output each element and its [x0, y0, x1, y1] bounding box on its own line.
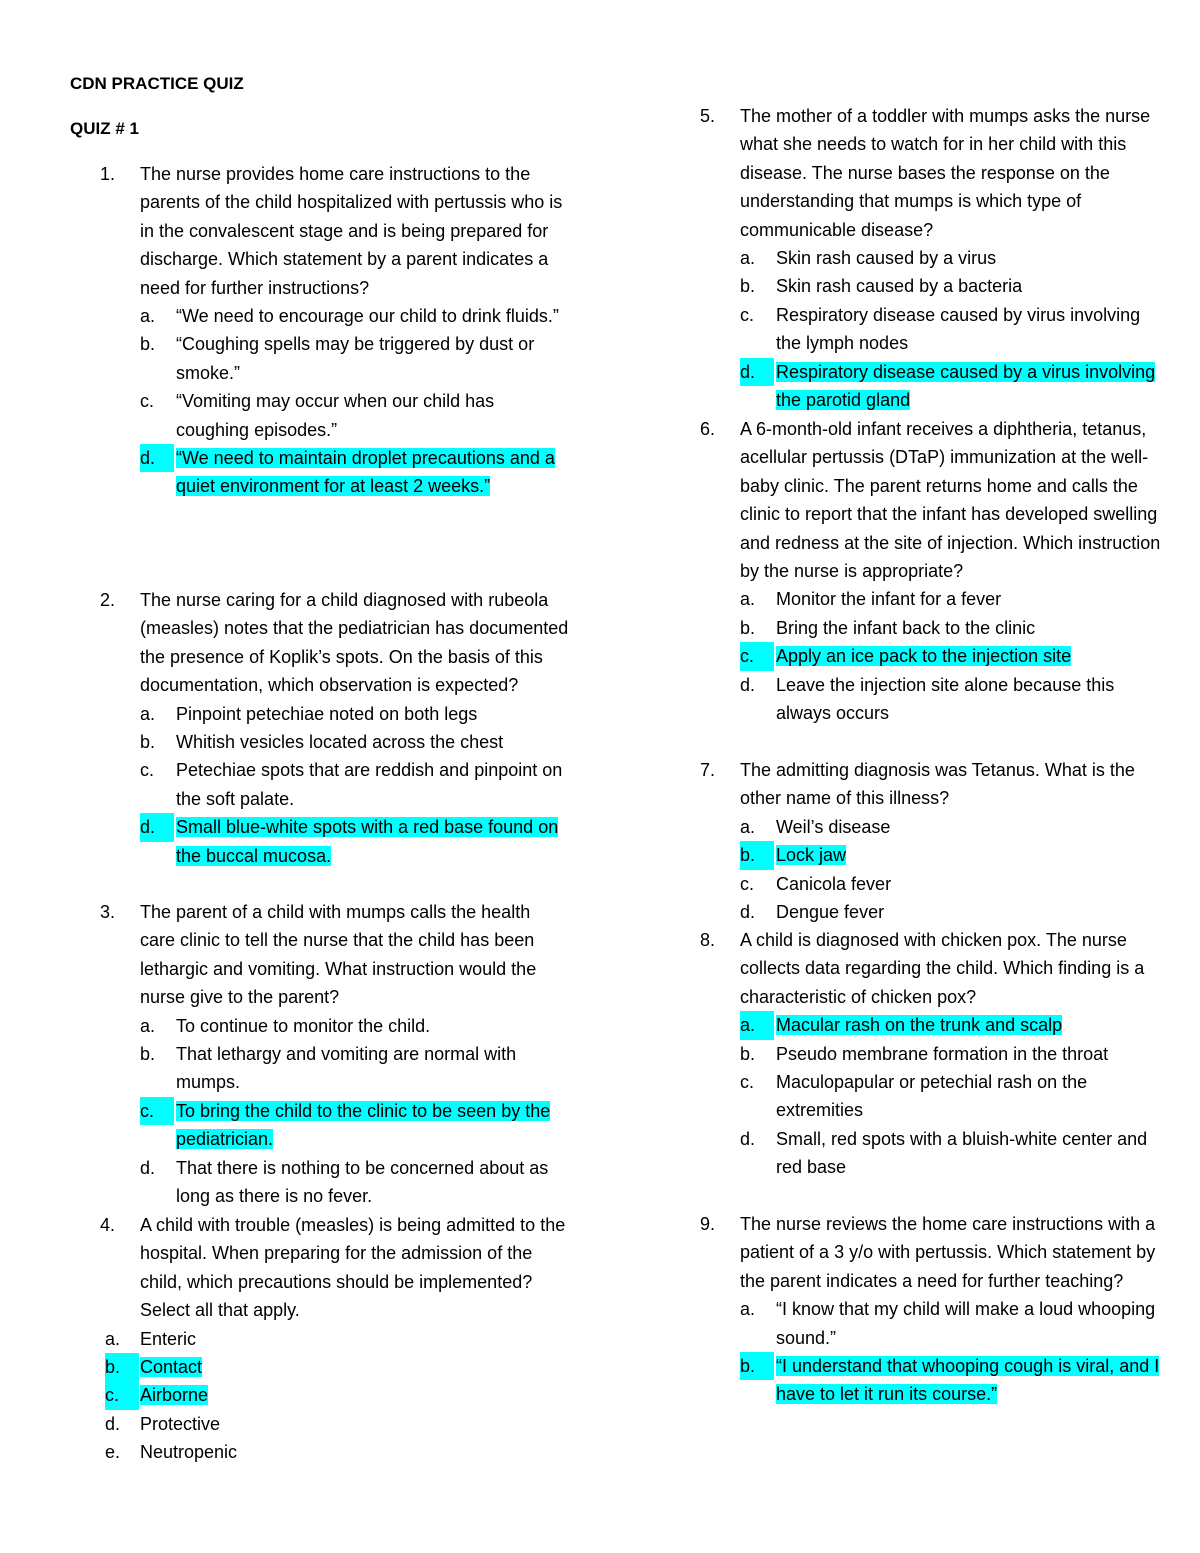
question-stem [670, 926, 1170, 1011]
question-text: The admitting diagnosis was Tetanus. What is the other name of this illness? [740, 760, 1135, 809]
question-stem [70, 160, 570, 302]
answer-option [670, 642, 1170, 670]
option-text: Dengue fever [776, 902, 885, 923]
question-1 [70, 160, 570, 501]
option-text: Small, red spots with a bluish-white center and red base [776, 1128, 1148, 1178]
option-letter: d. [740, 902, 756, 923]
answer-option [670, 1068, 1170, 1125]
answer-options [70, 700, 570, 870]
answer-option [670, 1295, 1170, 1352]
quiz-label: QUIZ # 1 [70, 119, 139, 138]
answer-options [670, 1295, 1170, 1409]
option-letter: a. [740, 248, 756, 269]
question-text: The nurse provides home care instructions to the parents of the child hospitalized with pertussis who is in the convalescent stage and is being prepared for discharge. Which statement by a parent indicates a need for further instructions? [140, 164, 563, 298]
option-letter: a. [140, 306, 156, 327]
answer-option [70, 1097, 570, 1154]
option-letter: a. [105, 1328, 121, 1349]
option-text: Whitish vesicles located across the chest [176, 732, 504, 753]
option-letter: b. [740, 1352, 774, 1380]
option-text: Maculopapular or petechial rash on the extremities [776, 1072, 1088, 1121]
option-letter: b. [740, 617, 756, 638]
option-letter: c. [740, 304, 755, 325]
option-text: Enteric [140, 1328, 197, 1349]
answer-option [670, 813, 1170, 841]
answer-option [670, 1040, 1170, 1068]
option-letter: c. [740, 1072, 755, 1093]
option-letter: a. [740, 589, 756, 610]
option-text: Skin rash caused by a bacteria [776, 276, 1023, 297]
option-text-highlighted: Lock jaw [776, 845, 847, 866]
option-letter: d. [140, 813, 174, 841]
option-letter: d. [740, 358, 774, 386]
option-text: Respiratory disease caused by virus involving the lymph nodes [776, 304, 1141, 354]
option-text-highlighted: Airborne [140, 1385, 209, 1406]
question-stem [70, 586, 570, 700]
option-letter: c. [105, 1381, 139, 1409]
answer-option [670, 671, 1170, 728]
answer-option [70, 1410, 570, 1438]
question-stem [70, 898, 570, 1012]
question-number: 2. [100, 590, 116, 610]
question-stem [670, 1210, 1170, 1295]
answer-options [670, 244, 1170, 414]
document-title: CDN PRACTICE QUIZ [70, 74, 244, 93]
option-text: “Vomiting may occur when our child has coughing episodes.” [176, 391, 495, 440]
option-text: Monitor the infant for a fever [776, 589, 1002, 610]
option-letter: a. [740, 1299, 756, 1320]
option-letter: c. [140, 760, 155, 781]
option-letter: b. [740, 1043, 756, 1064]
answer-option [670, 614, 1170, 642]
option-letter: b. [140, 1044, 156, 1065]
answer-options [670, 585, 1170, 727]
question-text: A 6-month-old infant receives a diphtheria, tetanus, acellular pertussis (DTaP) immunization at the well-baby clinic. The parent returns home and calls the clinic to report that the infant has developed swelling and redness at the site of injection. Which instruction by the nurse is appropriate? [740, 419, 1161, 582]
question-text: The nurse caring for a child diagnosed with rubeola (measles) notes that the pediatrician has documented the presence of Koplik’s spots. On the basis of this documentation, which observation is expected? [140, 590, 569, 696]
option-letter: a. [740, 816, 756, 837]
option-letter: a. [740, 1011, 774, 1039]
question-number: 1. [100, 164, 116, 184]
option-letter: c. [140, 1097, 174, 1125]
answer-option [70, 1154, 570, 1211]
option-letter: b. [740, 841, 774, 869]
answer-options [70, 302, 570, 501]
option-text: To continue to monitor the child. [176, 1015, 431, 1036]
option-letter: b. [740, 276, 756, 297]
option-text-highlighted: Contact [140, 1357, 203, 1378]
option-text: Bring the infant back to the clinic [776, 617, 1036, 638]
option-letter: b. [105, 1353, 139, 1381]
option-text: That there is nothing to be concerned about as long as there is no fever. [176, 1157, 549, 1207]
option-text-highlighted: Small blue-white spots with a red base found on the buccal mucosa. [176, 817, 559, 866]
answer-option [70, 813, 570, 870]
question-6 [670, 415, 1170, 727]
option-letter: c. [740, 873, 755, 894]
option-text-highlighted: Macular rash on the trunk and scalp [776, 1015, 1063, 1036]
question-text: The parent of a child with mumps calls the health care clinic to tell the nurse that the child has been lethargic and vomiting. What instruction would the nurse give to the parent? [140, 902, 537, 1008]
option-letter: d. [140, 1157, 156, 1178]
option-text: “We need to encourage our child to drink fluids.” [176, 306, 559, 327]
option-text: Leave the injection site alone because this always occurs [776, 674, 1115, 724]
question-text: A child is diagnosed with chicken pox. The nurse collects data regarding the child. Which finding is a characteristic of chicken pox? [740, 930, 1145, 1007]
answer-option [70, 756, 570, 813]
answer-option [70, 700, 570, 728]
answer-option [670, 841, 1170, 869]
answer-option [670, 301, 1170, 358]
answer-option [70, 387, 570, 444]
option-letter: a. [140, 703, 156, 724]
option-letter: c. [740, 642, 774, 670]
option-text: Neutropenic [140, 1442, 238, 1463]
answer-option [70, 1040, 570, 1097]
option-text-highlighted: Respiratory disease caused by a virus involving the parotid gland [776, 361, 1156, 411]
option-text-highlighted: “We need to maintain droplet precautions and a quiet environment for at least 2 weeks.” [176, 448, 555, 497]
option-letter: b. [140, 732, 156, 753]
answer-option [70, 302, 570, 330]
question-7 [670, 756, 1170, 926]
question-stem [670, 102, 1170, 244]
option-text-highlighted: Apply an ice pack to the injection site [776, 646, 1072, 667]
question-3 [70, 898, 570, 1210]
question-9 [670, 1210, 1170, 1409]
option-letter: d. [740, 674, 756, 695]
answer-option [670, 870, 1170, 898]
answer-option [670, 244, 1170, 272]
option-letter: d. [105, 1413, 121, 1434]
option-text: Protective [140, 1413, 221, 1434]
answer-option [670, 358, 1170, 415]
option-text: Weil’s disease [776, 816, 891, 837]
answer-option [70, 444, 570, 501]
question-number: 5. [700, 106, 716, 126]
option-text: Canicola fever [776, 873, 892, 894]
question-text: A child with trouble (measles) is being admitted to the hospital. When preparing for the admission of the child, which precautions should be implemented? Select all that apply. [140, 1215, 566, 1321]
answer-option [70, 1325, 570, 1353]
question-stem [670, 756, 1170, 813]
answer-option [70, 1381, 570, 1409]
question-4 [70, 1211, 570, 1467]
answer-option [670, 898, 1170, 926]
option-text: “Coughing spells may be triggered by dust or smoke.” [176, 334, 535, 383]
question-text: The mother of a toddler with mumps asks the nurse what she needs to watch for in her child with this disease. The nurse bases the response on the understanding that mumps is which type of communicable disease? [740, 106, 1151, 240]
answer-options [70, 1012, 570, 1211]
question-text: The nurse reviews the home care instructions with a patient of a 3 y/o with pertussis. Which statement by the parent indicates a need for further teaching? [740, 1214, 1156, 1291]
option-letter: a. [140, 1015, 156, 1036]
answer-option [670, 1352, 1170, 1409]
option-text: Petechiae spots that are reddish and pinpoint on the soft palate. [176, 760, 563, 809]
option-text-highlighted: “I understand that whooping cough is viral, and I have to let it run its course.” [776, 1356, 1160, 1405]
answer-option [70, 1353, 570, 1381]
question-number: 8. [700, 930, 716, 950]
option-text: “I know that my child will make a loud whooping sound.” [776, 1299, 1156, 1348]
option-text: Pinpoint petechiae noted on both legs [176, 703, 478, 724]
answer-options [70, 1325, 570, 1467]
option-letter: b. [140, 334, 156, 355]
option-text: Skin rash caused by a virus [776, 248, 997, 269]
answer-option [670, 585, 1170, 613]
answer-option [70, 1438, 570, 1466]
answer-option [70, 330, 570, 387]
option-letter: c. [140, 391, 155, 412]
option-text-highlighted: To bring the child to the clinic to be seen by the pediatrician. [176, 1100, 551, 1150]
answer-option [70, 728, 570, 756]
question-number: 6. [700, 419, 716, 439]
option-letter: d. [740, 1128, 756, 1149]
answer-options [670, 1011, 1170, 1181]
answer-option [670, 1125, 1170, 1182]
answer-option [670, 272, 1170, 300]
answer-option [670, 1011, 1170, 1039]
question-stem [670, 415, 1170, 585]
question-8 [670, 926, 1170, 1182]
option-letter: e. [105, 1442, 121, 1463]
question-stem [70, 1211, 570, 1325]
option-letter: d. [140, 444, 174, 472]
question-number: 7. [700, 760, 716, 780]
question-number: 3. [100, 902, 116, 922]
answer-option [70, 1012, 570, 1040]
option-text: Pseudo membrane formation in the throat [776, 1043, 1109, 1064]
option-text: That lethargy and vomiting are normal with mumps. [176, 1044, 517, 1093]
question-number: 9. [700, 1214, 716, 1234]
question-5 [670, 102, 1170, 414]
answer-options [670, 813, 1170, 927]
question-2 [70, 586, 570, 870]
question-number: 4. [100, 1215, 116, 1235]
